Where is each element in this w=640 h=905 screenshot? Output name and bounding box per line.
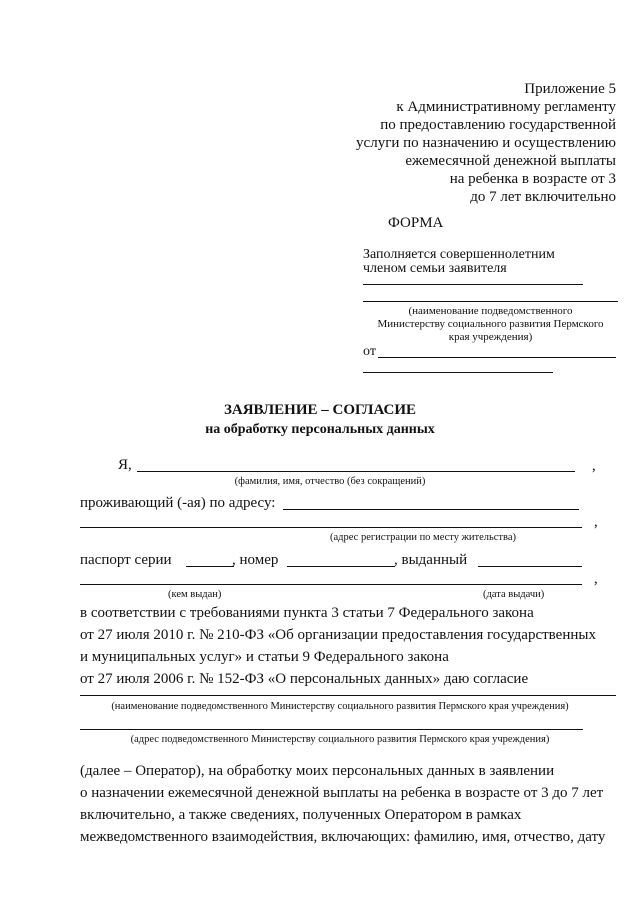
recipient-line-1	[363, 284, 583, 285]
appendix-line: услуги по назначению и осуществлению	[356, 135, 616, 151]
i-label: Я,	[118, 457, 132, 473]
org-name-line[interactable]	[80, 695, 616, 696]
recipient-caption	[358, 305, 623, 344]
passport-number-label: , номер	[232, 552, 279, 568]
passport-series-label: паспорт серии	[80, 552, 172, 568]
address-line-1[interactable]	[283, 509, 579, 510]
recipient-caption-line: Министерству социального развития Пермского	[377, 318, 604, 330]
address-label: проживающий (-ая) по адресу:	[80, 495, 276, 511]
address-line-2[interactable]	[80, 527, 582, 528]
from-line	[378, 357, 616, 358]
org-address-line[interactable]	[80, 729, 583, 730]
appendix-line: Приложение 5	[524, 81, 616, 97]
appendix-line: на ребенка в возрасте от 3	[449, 171, 616, 187]
paragraph-line: о назначении ежемесячной денежной выплаты на ребенка в возрасте от 3 до 7 лет	[80, 785, 604, 801]
paragraph-line: от 27 июля 2010 г. № 210-ФЗ «Об организации предоставления государственных	[80, 627, 596, 643]
issue-date-caption: (дата выдачи)	[483, 589, 545, 600]
paragraph-line: от 27 июля 2006 г. № 152-ФЗ «О персональных данных» даю согласие	[80, 671, 529, 687]
recipient-caption-line: (наименование подведомственного	[408, 305, 573, 317]
paragraph-line: включительно, а также сведениях, полученных Оператором в рамках	[80, 807, 522, 823]
address-caption: (адрес регистрации по месту жительства)	[330, 532, 516, 543]
document-title: ЗАЯВЛЕНИЕ – СОГЛАСИЕ	[223, 402, 417, 418]
recipient-caption-line: края учреждения)	[448, 331, 533, 343]
passport-issued-line[interactable]	[478, 566, 582, 567]
appendix-line: ежемесячной денежной выплаты	[405, 153, 616, 169]
passport-issued-label: , выданный	[394, 552, 468, 568]
document-subtitle: на обработку персональных данных	[205, 422, 435, 437]
issued-comma: ,	[594, 571, 598, 587]
issued-by-caption: (кем выдан)	[168, 589, 222, 600]
paragraph-legal-basis	[80, 602, 616, 690]
from-label: от	[363, 344, 376, 359]
org-address-caption: (адрес подведомственного Министерству социального развития Пермского края учреждения)	[130, 734, 550, 745]
recipient-line-2	[363, 301, 618, 302]
paragraph-line: межведомственного взаимодействия, включающих: фамилию, имя, отчество, дату	[80, 829, 606, 845]
filled-by-line2: членом семьи заявителя	[363, 261, 507, 276]
filled-by-line1: Заполняется совершеннолетним	[363, 247, 555, 262]
appendix-line: к Административному регламенту	[396, 99, 616, 115]
from-line-2	[363, 372, 553, 373]
fio-comma: ,	[592, 458, 596, 474]
paragraph-line: (далее – Оператор), на обработку моих персональных данных в заявлении	[80, 763, 555, 779]
org-name-caption: (наименование подведомственного Министерству социального развития Пермского края учреждения)	[111, 701, 569, 712]
paragraph-line: в соответствии с требованиями пункта 3 статьи 7 Федерального закона	[80, 605, 534, 621]
passport-series-line[interactable]	[186, 566, 234, 567]
form-label: ФОРМА	[388, 215, 444, 231]
appendix-line: до 7 лет включительно	[470, 189, 616, 205]
paragraph-consent	[80, 760, 616, 848]
appendix-block	[316, 80, 616, 206]
fio-caption: (фамилия, имя, отчество (без сокращений)	[234, 476, 426, 487]
issued-by-line[interactable]	[80, 584, 582, 585]
paragraph-line: и муниципальных услуг» и статьи 9 Федерального закона	[80, 649, 449, 665]
fio-line[interactable]	[137, 471, 575, 472]
appendix-line: по предоставлению государственной	[380, 117, 616, 133]
address-comma: ,	[594, 514, 598, 530]
passport-number-line[interactable]	[287, 566, 395, 567]
